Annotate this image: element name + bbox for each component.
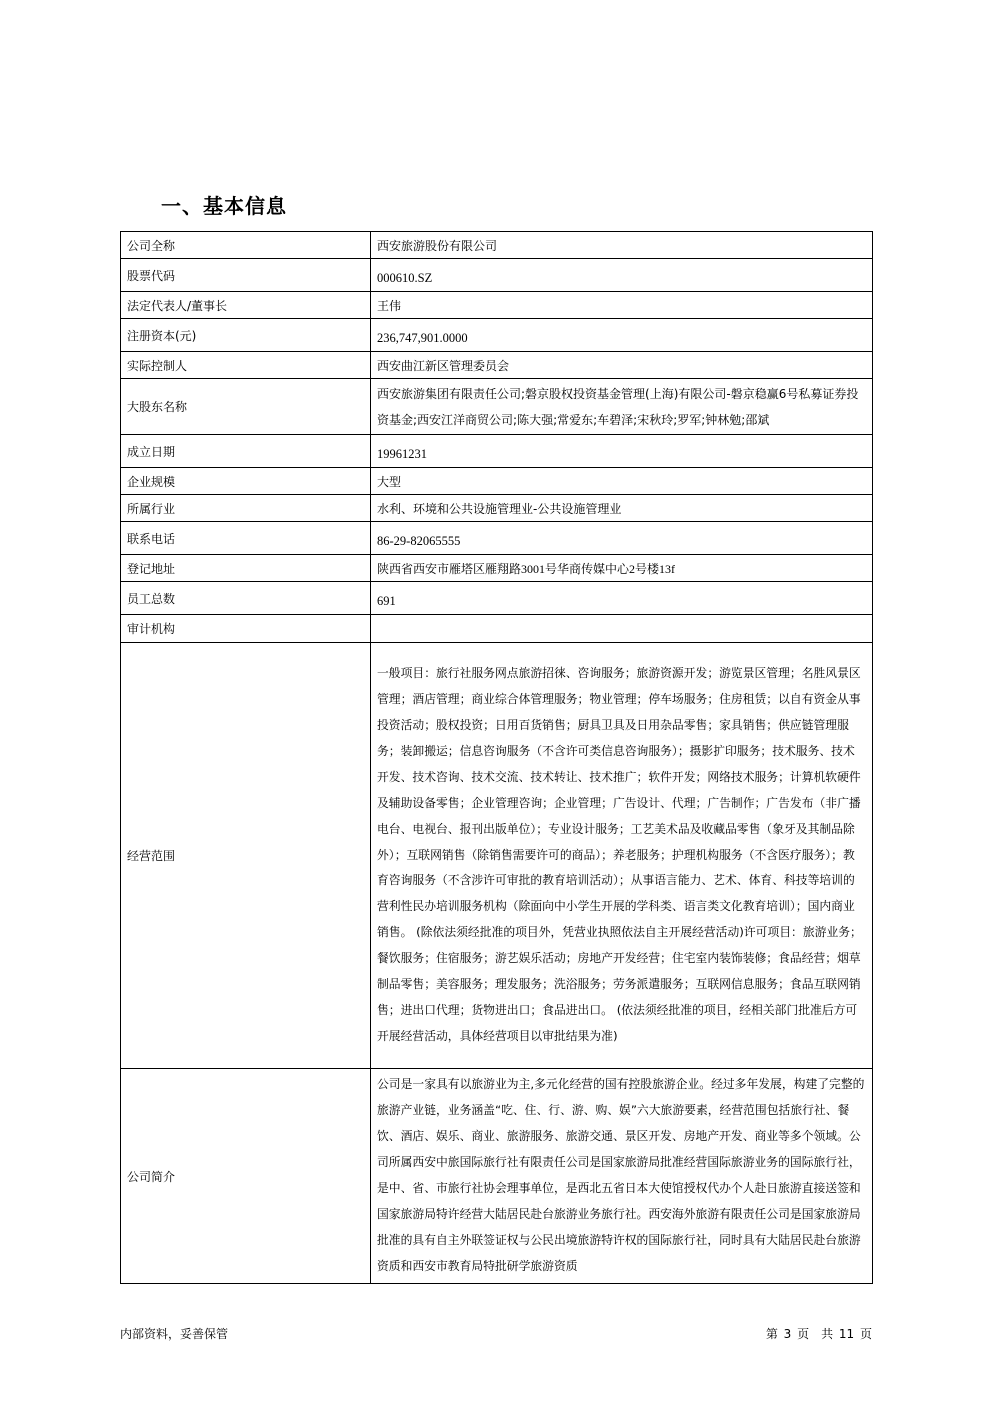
value-phone: 86-29-82065555: [371, 522, 873, 555]
value-shareholders: 西安旅游集团有限责任公司;磐京股权投资基金管理(上海)有限公司-磐京稳赢6号私募证券投资基金;西安江洋商贸公司;陈大强;常爱东;车碧泽;宋秋玲;罗军;钟林勉;邵斌: [371, 379, 873, 435]
label-address: 登记地址: [121, 555, 371, 582]
label-reg-capital: 注册资本(元): [121, 319, 371, 352]
label-employees: 员工总数: [121, 582, 371, 615]
table-row: [121, 555, 873, 582]
label-industry: 所属行业: [121, 495, 371, 522]
table-row: [121, 232, 873, 259]
label-company-name: 公司全称: [121, 232, 371, 259]
label-phone: 联系电话: [121, 522, 371, 555]
table-row: [121, 643, 873, 1069]
table-row: [121, 468, 873, 495]
label-shareholders: 大股东名称: [121, 379, 371, 435]
table-row: [121, 259, 873, 292]
table-row: [121, 352, 873, 379]
value-address: 陕西省西安市雁塔区雁翔路3001号华商传媒中心2号楼13f: [371, 555, 873, 582]
table-row: [121, 495, 873, 522]
table-row: [121, 615, 873, 643]
label-auditor: 审计机构: [121, 615, 371, 643]
table-row: [121, 1069, 873, 1284]
value-legal-rep: 王伟: [371, 292, 873, 319]
value-business-scope: 一般项目：旅行社服务网点旅游招徕、咨询服务；旅游资源开发；游览景区管理；名胜风景区管理；酒店管理；商业综合体管理服务；物业管理；停车场服务；住房租赁；以自有资金从事投资活动；股权投资；日用百货销售；厨具卫具及日用杂品零售；家具销售；供应链管理服务；装卸搬运；信息咨询服务（不含许可类信息咨询服务）；摄影扩印服务；技术服务、技术开发、技术咨询、技术交流、技术转让、技术推广；软件开发；网络技术服务；计算机软硬件及辅助设备零售；企业管理咨询；企业管理；广告设计、代理；广告制作；广告发布（非广播电台、电视台、报刊出版单位）；专业设计服务；工艺美术品及收藏品零售（象牙及其制品除外）；互联网销售（除销售需要许可的商品）；养老服务；护理机构服务（不含医疗服务）；教育咨询服务（不含涉许可审批的教育培训活动）；从事语言能力、艺术、体育、科技等培训的营利性民办培训服务机构（除面向中小学生开展的学科类、语言类文化教育培训）；国内商业销售。 (除依法须经批准的项目外，凭营业执照依法自主开展经营活动)许可项目：旅游业务；餐饮服务；住宿服务；游艺娱乐活动；房地产开发经营；住宅室内装饰装修；食品经营；烟草制品零售；美容服务；理发服务；洗浴服务；劳务派遣服务；互联网信息服务；食品互联网销售；进出口代理；货物进出口；食品进出口。 (依法须经批准的项目，经相关部门批准后方可开展经营活动，具体经营项目以审批结果为准): [371, 643, 873, 1069]
value-profile: 公司是一家具有以旅游业为主,多元化经营的国有控股旅游企业。经过多年发展，构建了完整的旅游产业链，业务涵盖“吃、住、行、游、购、娱”六大旅游要素，经营范围包括旅行社、餐饮、酒店、娱乐、商业、旅游服务、旅游交通、景区开发、房地产开发、商业等多个领域。公司所属西安中旅国际旅行社有限责任公司是国家旅游局批准经营国际旅游业务的国际旅行社，是中、省、市旅行社协会理事单位，是西北五省日本大使馆授权代办个人赴日旅游直接送签和国家旅游局特许经营大陆居民赴台旅游业务旅行社。西安海外旅游有限责任公司是国家旅游局批准的具有自主外联签证权与公民出境旅游特许权的国际旅行社，同时具有大陆居民赴台旅游资质和西安市教育局特批研学旅游资质: [371, 1069, 873, 1284]
value-reg-capital: 236,747,901.0000: [371, 319, 873, 352]
label-legal-rep: 法定代表人/董事长: [121, 292, 371, 319]
table-row: [121, 379, 873, 435]
table-row: [121, 522, 873, 555]
label-controller: 实际控制人: [121, 352, 371, 379]
value-founded: 19961231: [371, 435, 873, 468]
value-scale: 大型: [371, 468, 873, 495]
label-business-scope: 经营范围: [121, 643, 371, 1069]
value-auditor: [371, 615, 873, 643]
table-row: [121, 292, 873, 319]
value-stock-code: 000610.SZ: [371, 259, 873, 292]
label-founded: 成立日期: [121, 435, 371, 468]
table-row: [121, 435, 873, 468]
label-stock-code: 股票代码: [121, 259, 371, 292]
label-profile: 公司简介: [121, 1069, 371, 1284]
table-row: [121, 319, 873, 352]
footer-confidential: 内部资料，妥善保管: [120, 1327, 229, 1341]
value-company-name: 西安旅游股份有限公司: [371, 232, 873, 259]
value-controller: 西安曲江新区管理委员会: [371, 352, 873, 379]
value-industry: 水利、环境和公共设施管理业-公共设施管理业: [371, 495, 873, 522]
table-row: [121, 582, 873, 615]
basic-info-table: [120, 231, 873, 1284]
section-title: 一、基本信息: [161, 194, 287, 218]
label-scale: 企业规模: [121, 468, 371, 495]
value-employees: 691: [371, 582, 873, 615]
footer-page-number: 第 3 页 共 11 页: [765, 1327, 872, 1341]
